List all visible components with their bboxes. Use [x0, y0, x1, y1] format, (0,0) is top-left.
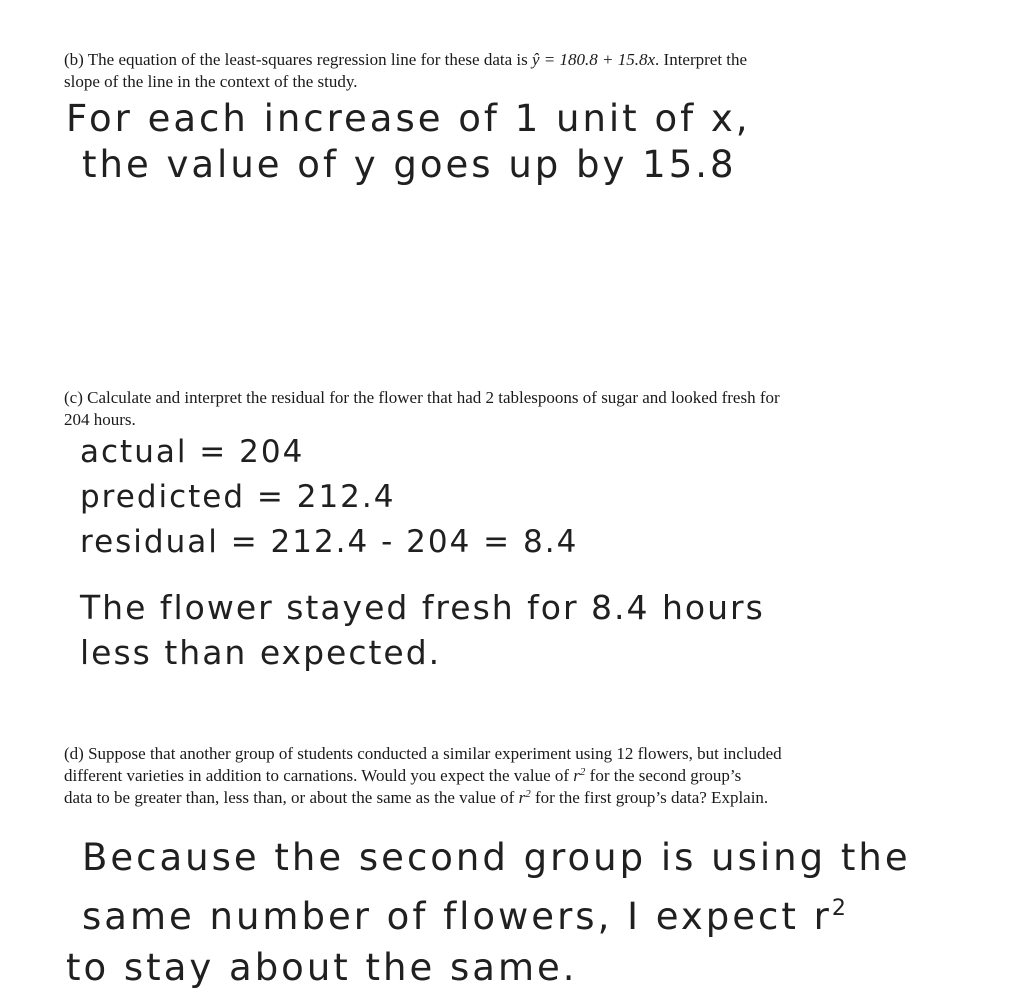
question-c-line-2: 204 hours. [64, 410, 136, 429]
question-d-line-2: different varieties in addition to carnations. Would you expect the value of $r^2$ for the second group’s [64, 766, 742, 785]
question-c [64, 387, 780, 431]
answer-c-work-handwritten [80, 430, 578, 565]
interpretation-line-2: less than expected. [80, 633, 442, 672]
answer-b-handwritten [66, 96, 751, 188]
answer-d-line-1: Because the second group is using the [82, 836, 911, 879]
actual-value-line: actual = 204 [80, 434, 305, 470]
r-squared-symbol: $r^2$ [518, 788, 531, 807]
question-d-line-1: (d) Suppose that another group of students conducted a similar experiment using 12 flowers, but included [64, 744, 782, 763]
residual-line: residual = 212.4 - 204 = 8.4 [80, 524, 579, 560]
regression-equation: ŷ = 180.8 + 15.8x [531, 50, 656, 69]
question-d-line-3: data to be greater than, less than, or about the same as the value of $r^2$ for the first group’s data? Explain. [64, 788, 769, 807]
handwritten-r-squared: $r^2$ [813, 895, 849, 938]
answer-d-line-2: same number of flowers, I expect $r^2$ [82, 895, 849, 938]
answer-d-line-3: to stay about the same. [66, 946, 578, 989]
interpretation-line-1: The flower stayed fresh for 8.4 hours [80, 588, 765, 627]
r-squared-symbol: $r^2$ [573, 766, 586, 785]
question-b-line-2: slope of the line in the context of the study. [64, 72, 358, 91]
answer-b-line-1: For each increase of 1 unit of x, [66, 97, 751, 140]
question-b [64, 49, 747, 93]
answer-d-handwritten [66, 832, 911, 993]
answer-b-line-2: the value of y goes up by 15.8 [82, 143, 737, 186]
predicted-value-line: predicted = 212.4 [80, 479, 396, 515]
question-d [64, 743, 782, 809]
question-b-line-1: (b) The equation of the least-squares regression line for these data is ŷ = 180.8 + 15.8x. Interpret the [64, 50, 748, 69]
question-c-line-1: (c) Calculate and interpret the residual for the flower that had 2 tablespoons of sugar and looked fresh for [64, 388, 780, 407]
answer-c-interpretation-handwritten [80, 585, 765, 675]
